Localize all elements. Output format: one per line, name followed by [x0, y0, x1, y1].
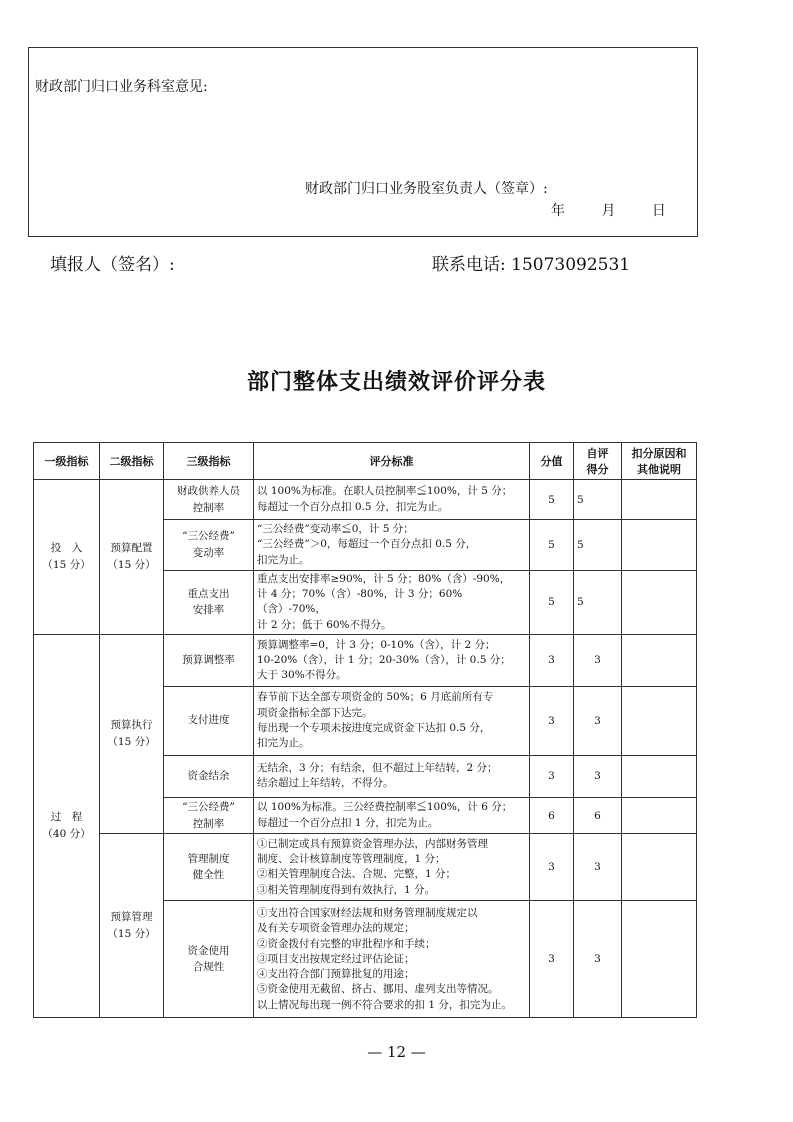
criteria-cell: 春节前下达全部专项资金的 50%；6 月底前所有专 项资金指标全部下达完。 每出现一个专项未按进度完成资金下达扣 0.5 分， 扣完为止。 — [254, 686, 530, 755]
self-score-cell: 3 — [574, 634, 622, 686]
criteria-cell: 以 100%为标准。三公经费控制率≦100%，计 6 分； 每超过一个百分点扣 1 分，扣完为止。 — [254, 797, 530, 834]
indicator-cell: 财政供养人员 控制率 — [164, 480, 254, 520]
header-note — [622, 443, 697, 480]
criteria-cell: ①已制定或具有预算资金管理办法，内部财务管理 制度、会计核算制度等管理制度，1 分； ②相关管理制度合法、合规、完整，1 分； ③相关管理制度得到有效执行，1 分。 — [254, 834, 530, 901]
criteria-cell: 无结余，3 分；有结余，但不超过上年结转，2 分； 结余超过上年结转，不得分。 — [254, 755, 530, 797]
score-cell: 3 — [530, 901, 574, 1018]
indicator-cell: 资金使用 合规性 — [164, 901, 254, 1018]
subgroup-budget-exec: 预算执行 （15 分） — [100, 634, 164, 834]
group-process: 过 程 （40 分） — [34, 634, 100, 1018]
opinion-date — [551, 200, 666, 220]
score-cell: 6 — [530, 797, 574, 834]
filler-signature-label: 填报人（签名）: — [50, 255, 175, 275]
note-cell — [622, 797, 697, 834]
note-cell — [622, 755, 697, 797]
header-level2: 二级指标 — [100, 443, 164, 480]
note-cell — [622, 480, 697, 520]
date-month: 月 — [601, 203, 616, 219]
note-cell — [622, 520, 697, 571]
phone-value: 15073092531 — [511, 255, 631, 275]
score-cell: 3 — [530, 634, 574, 686]
phone-label: 联系电话: — [432, 255, 506, 275]
indicator-cell: 资金结余 — [164, 755, 254, 797]
criteria-cell: 预算调整率=0，计 3 分；0-10%（含），计 2 分； 10-20%（含），计 1 分；20-30%（含），计 0.5 分； 大于 30%不得分。 — [254, 634, 530, 686]
subgroup-budget-config: 预算配置 （15 分） — [100, 480, 164, 635]
contact-phone — [432, 250, 630, 275]
note-cell — [622, 634, 697, 686]
header-self-line1: 自评 — [586, 447, 609, 460]
opinion-label: 财政部门归口业务科室意见: — [35, 79, 208, 95]
self-score-cell: 3 — [574, 834, 622, 901]
self-score-cell: 5 — [574, 520, 622, 571]
opinion-box — [28, 47, 698, 237]
self-score-cell: 3 — [574, 686, 622, 755]
group-input: 投 入 （15 分） — [34, 480, 100, 635]
indicator-cell: 预算调整率 — [164, 634, 254, 686]
header-self-score — [574, 443, 622, 480]
note-cell — [622, 686, 697, 755]
self-score-cell: 5 — [574, 480, 622, 520]
self-score-cell: 6 — [574, 797, 622, 834]
note-cell — [622, 834, 697, 901]
table-row — [34, 634, 697, 686]
score-table — [33, 442, 697, 1018]
indicator-cell: 管理制度 健全性 — [164, 834, 254, 901]
table-row — [34, 834, 697, 901]
header-self-line2: 得分 — [586, 463, 609, 476]
score-cell: 5 — [530, 520, 574, 571]
document-title: 部门整体支出绩效评价评分表 — [246, 370, 546, 395]
indicator-cell: 重点支出 安排率 — [164, 571, 254, 635]
indicator-cell: “三公经费” 变动率 — [164, 520, 254, 571]
criteria-cell: 重点支出安排率≥90%，计 5 分；80%（含）-90%， 计 4 分；70%（含）-80%，计 3 分；60%（含）-70%， 计 2 分；低于 60%不得分。 — [254, 571, 530, 635]
header-score: 分值 — [530, 443, 574, 480]
score-cell: 5 — [530, 571, 574, 635]
indicator-cell: “三公经费” 控制率 — [164, 797, 254, 834]
header-note-line2: 其他说明 — [637, 463, 681, 476]
criteria-cell: “三公经费”变动率≦0，计 5 分； “三公经费”＞0，每超过一个百分点扣 0.5 分， 扣完为止。 — [254, 520, 530, 571]
note-cell — [622, 571, 697, 635]
header-criteria: 评分标准 — [254, 443, 530, 480]
criteria-cell: 以 100%为标准。在职人员控制率≦100%，计 5 分； 每超过一个百分点扣 0.5 分，扣完为止。 — [254, 480, 530, 520]
self-score-cell: 3 — [574, 901, 622, 1018]
header-note-line1: 扣分原因和 — [631, 447, 687, 460]
header-level1: 一级指标 — [34, 443, 100, 480]
date-year: 年 — [551, 203, 565, 219]
indicator-cell: 支付进度 — [164, 686, 254, 755]
table-row — [34, 480, 697, 520]
score-cell: 3 — [530, 834, 574, 901]
criteria-cell: ①支出符合国家财经法规和财务管理制度规定以 及有关专项资金管理办法的规定； ②资金拨付有完整的审批程序和手续； ③项目支出按规定经过评估论证； ④支出符合部门预算批复的用途； ⑤资金使用无截留、挤占、挪用、虚列支出等情况。 以上情况每出现一例不符合要求的扣 1 分，扣完为止。 — [254, 901, 530, 1018]
self-score-cell: 5 — [574, 571, 622, 635]
table-header-row — [34, 443, 697, 480]
score-cell: 3 — [530, 755, 574, 797]
score-cell: 5 — [530, 480, 574, 520]
date-day: 日 — [651, 203, 666, 219]
self-score-cell: 3 — [574, 755, 622, 797]
score-cell: 3 — [530, 686, 574, 755]
opinion-signer-label: 财政部门归口业务股室负责人（签章）: — [305, 181, 548, 197]
page-number: — 12 — — [367, 1043, 426, 1061]
note-cell — [622, 901, 697, 1018]
header-level3: 三级指标 — [164, 443, 254, 480]
subgroup-budget-mgmt: 预算管理 （15 分） — [100, 834, 164, 1018]
